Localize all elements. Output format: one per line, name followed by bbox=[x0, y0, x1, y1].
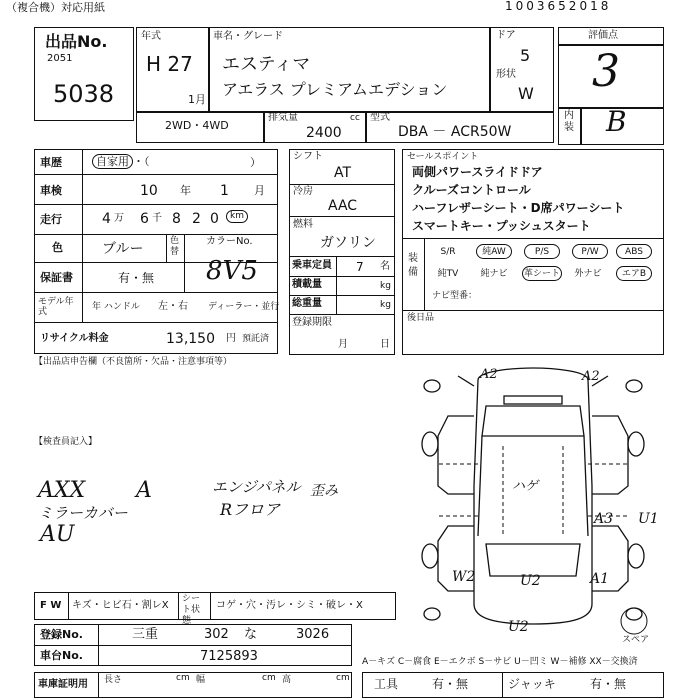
mileage-hundreds: 8 bbox=[172, 211, 181, 227]
displacement-unit: cc bbox=[350, 113, 360, 123]
mileage-sen-unit: 千 bbox=[152, 213, 162, 224]
capacity-unit: 名 bbox=[380, 261, 390, 272]
year-value: H 27 bbox=[146, 52, 193, 76]
mileage-man: 4 bbox=[102, 211, 111, 227]
registration-label: 登録No. bbox=[40, 628, 83, 641]
sales-line-1: 両側パワースライドドア bbox=[412, 165, 543, 179]
note-axx: AXX bbox=[38, 478, 86, 503]
expiry-month: 月 bbox=[338, 339, 348, 350]
displacement-label: 排気量 bbox=[268, 112, 298, 123]
cert-cm-3: cm bbox=[336, 673, 350, 683]
inspection-year-unit: 年 bbox=[180, 184, 191, 197]
registration-pref: 三重 bbox=[132, 627, 159, 642]
doors-label: ドア bbox=[496, 30, 516, 41]
car-diagram bbox=[408, 366, 670, 656]
fuel-label: 燃料 bbox=[293, 219, 313, 230]
history-paren: ・（ bbox=[133, 155, 150, 168]
recycle-unit: 円 bbox=[226, 333, 236, 344]
equip-sr: S/R bbox=[440, 247, 456, 257]
color-code-label: カラーNo. bbox=[206, 236, 253, 247]
equip-navi: 純ナビ bbox=[480, 269, 508, 279]
lot-box bbox=[34, 27, 134, 121]
score-label: 評価点 bbox=[588, 30, 618, 41]
drive-label: 2WD・4WD bbox=[165, 119, 229, 132]
history-value: 自家用 bbox=[92, 154, 133, 169]
warranty-label: 保証書 bbox=[40, 271, 73, 284]
lot-label: 出品No. bbox=[45, 32, 108, 51]
color-code: 8V5 bbox=[206, 256, 258, 286]
load-unit: kg bbox=[380, 281, 391, 291]
interior-value: B bbox=[606, 105, 627, 138]
doors-value: 5 bbox=[520, 46, 531, 65]
note-r-floor: Rフロア bbox=[220, 500, 281, 519]
sales-line-2: クルーズコントロール bbox=[412, 183, 531, 197]
history-close: ） bbox=[250, 156, 261, 169]
mileage-ones: 0 bbox=[210, 211, 219, 227]
seller-note-label: 【出品店申告欄（不良箇所・欠品・注意事項等） bbox=[34, 357, 233, 367]
shift-label: シフト bbox=[293, 151, 323, 162]
lot-sub-number: 2051 bbox=[47, 53, 73, 64]
diag-w2: W2 bbox=[452, 569, 476, 585]
equip-aw: 純AW bbox=[476, 244, 512, 259]
note-mirror-cover: ミラーカバー bbox=[38, 504, 128, 522]
serial-number: 1003652018 bbox=[505, 0, 612, 13]
inspection-month: 1 bbox=[220, 183, 229, 199]
spare-label: スペア bbox=[622, 635, 650, 645]
detail-table bbox=[34, 149, 278, 354]
equip-pw: P/W bbox=[572, 244, 608, 259]
interior-label: 内装 bbox=[564, 110, 574, 133]
shift-value: AT bbox=[334, 165, 352, 181]
expiry-day: 日 bbox=[380, 339, 390, 350]
year-month: 1月 bbox=[188, 93, 206, 106]
history-value-wrap bbox=[92, 154, 150, 169]
handle-label: 年 ハンドル bbox=[92, 302, 140, 312]
car-name: エスティマ bbox=[222, 54, 311, 75]
cert-length: 長さ bbox=[104, 675, 123, 685]
year-label: 年式 bbox=[141, 31, 161, 42]
tools-label: 工具 bbox=[374, 677, 399, 691]
equipment-label: 装備 bbox=[408, 253, 418, 278]
equip-ps: P/S bbox=[524, 244, 560, 259]
load-label: 積載量 bbox=[292, 279, 322, 290]
inspection-label: 車検 bbox=[40, 184, 62, 197]
diag-u2-bottom: U2 bbox=[508, 619, 529, 635]
sales-label: セールスポイント bbox=[407, 152, 479, 162]
after-label: 後日品 bbox=[407, 313, 435, 323]
inspection-month-unit: 月 bbox=[254, 184, 265, 197]
diag-a3: A3 bbox=[594, 511, 614, 527]
ac-label: 冷房 bbox=[293, 186, 313, 197]
sales-line-4: スマートキー・プッシュスタート bbox=[412, 219, 591, 233]
expiry-label: 登録期限 bbox=[292, 317, 332, 328]
mileage-unit: km bbox=[226, 210, 248, 223]
equip-leather: 革シート bbox=[522, 266, 562, 281]
cert-height: 高 bbox=[282, 675, 292, 685]
note-engine-panel: エンジパネル bbox=[212, 478, 301, 496]
capacity-value: 7 bbox=[356, 260, 364, 274]
seat-label: シート状態 bbox=[182, 594, 201, 626]
recycle-label: リサイクル料金 bbox=[40, 333, 109, 344]
diag-a2-left: A2 bbox=[480, 367, 498, 382]
body-label: 形状 bbox=[496, 69, 516, 80]
jack-value: 有・無 bbox=[590, 677, 627, 691]
car-grade: アエラス プレミアムエデション bbox=[222, 80, 448, 99]
registration-num2: 3026 bbox=[296, 627, 330, 642]
seat-items: コゲ・穴・汚レ・シミ・破レ・X bbox=[216, 600, 363, 611]
registration-kana: な bbox=[244, 627, 258, 642]
mileage-man-unit: 万 bbox=[114, 213, 124, 224]
chassis-label: 車台No. bbox=[40, 649, 83, 662]
ac-value: AAC bbox=[328, 198, 358, 214]
cert-cm-1: cm bbox=[176, 673, 190, 683]
mileage-label: 走行 bbox=[40, 213, 62, 226]
color-label: 色 bbox=[52, 241, 63, 254]
tools-value: 有・無 bbox=[432, 677, 469, 691]
diag-u2: U2 bbox=[520, 573, 541, 589]
cert-label: 車庫証明用 bbox=[38, 679, 88, 690]
equip-airbag: エアB bbox=[616, 266, 652, 281]
mileage-tens: 2 bbox=[192, 211, 201, 227]
damage-legend: A－キズ C－腐食 E－エクボ S－サビ U－凹ミ W－補修 XX－交換済 bbox=[362, 657, 638, 667]
model-value: DBA － ACR50W bbox=[398, 124, 512, 140]
diag-hage: ハゲ bbox=[512, 479, 539, 494]
fw-items: キズ・ヒビ石・割レX bbox=[72, 600, 169, 611]
form-note: （複合機）対応用紙 bbox=[6, 1, 105, 14]
diag-u1: U1 bbox=[638, 511, 659, 527]
diag-a1: A1 bbox=[590, 571, 610, 587]
equip-abs: ABS bbox=[616, 244, 652, 259]
weight-unit: kg bbox=[380, 300, 391, 310]
note-a: A bbox=[136, 478, 152, 503]
score-value: 3 bbox=[592, 46, 620, 97]
mileage-sen: 6 bbox=[140, 211, 149, 227]
sales-line-3: ハーフレザーシート・D席パワーシート bbox=[412, 201, 625, 215]
registration-num1: 302 bbox=[204, 627, 229, 642]
capacity-label: 乗車定員 bbox=[292, 260, 332, 271]
inspector-label: 【検査員記入】 bbox=[34, 437, 98, 447]
displacement-value: 2400 bbox=[306, 125, 342, 141]
body-value: W bbox=[518, 84, 534, 103]
nav-model-label: ナビ型番： bbox=[432, 291, 478, 301]
cert-cm-2: cm bbox=[262, 673, 276, 683]
model-year-label: モデル年式 bbox=[38, 297, 74, 317]
lot-number: 5038 bbox=[53, 80, 115, 108]
dealer-value: ディーラー・並行 bbox=[208, 302, 280, 312]
weight-label: 総重量 bbox=[292, 298, 322, 309]
fw-label: F W bbox=[40, 600, 62, 611]
history-label: 車歴 bbox=[40, 156, 62, 169]
fuel-value: ガソリン bbox=[320, 235, 376, 251]
equip-tv: 純TV bbox=[437, 269, 459, 279]
note-distortion: 歪み bbox=[310, 483, 338, 499]
model-label: 型式 bbox=[370, 112, 390, 123]
warranty-value: 有・無 bbox=[118, 271, 155, 285]
color-value: ブルー bbox=[102, 241, 144, 257]
recycle-note: 預託済 bbox=[242, 334, 270, 344]
inspection-year: 10 bbox=[140, 183, 158, 199]
car-label: 車名・グレード bbox=[213, 31, 283, 42]
note-au: AU bbox=[40, 522, 75, 547]
cert-width: 幅 bbox=[196, 675, 206, 685]
diag-a2-right: A2 bbox=[582, 369, 600, 384]
equip-ext-navi: 外ナビ bbox=[574, 269, 602, 279]
jack-label: ジャッキ bbox=[508, 677, 556, 691]
chassis-value: 7125893 bbox=[200, 649, 258, 664]
handle-value: 左・右 bbox=[158, 301, 188, 312]
recycle-value: 13,150 bbox=[166, 331, 215, 347]
color-change-label: 色替 bbox=[170, 236, 180, 257]
